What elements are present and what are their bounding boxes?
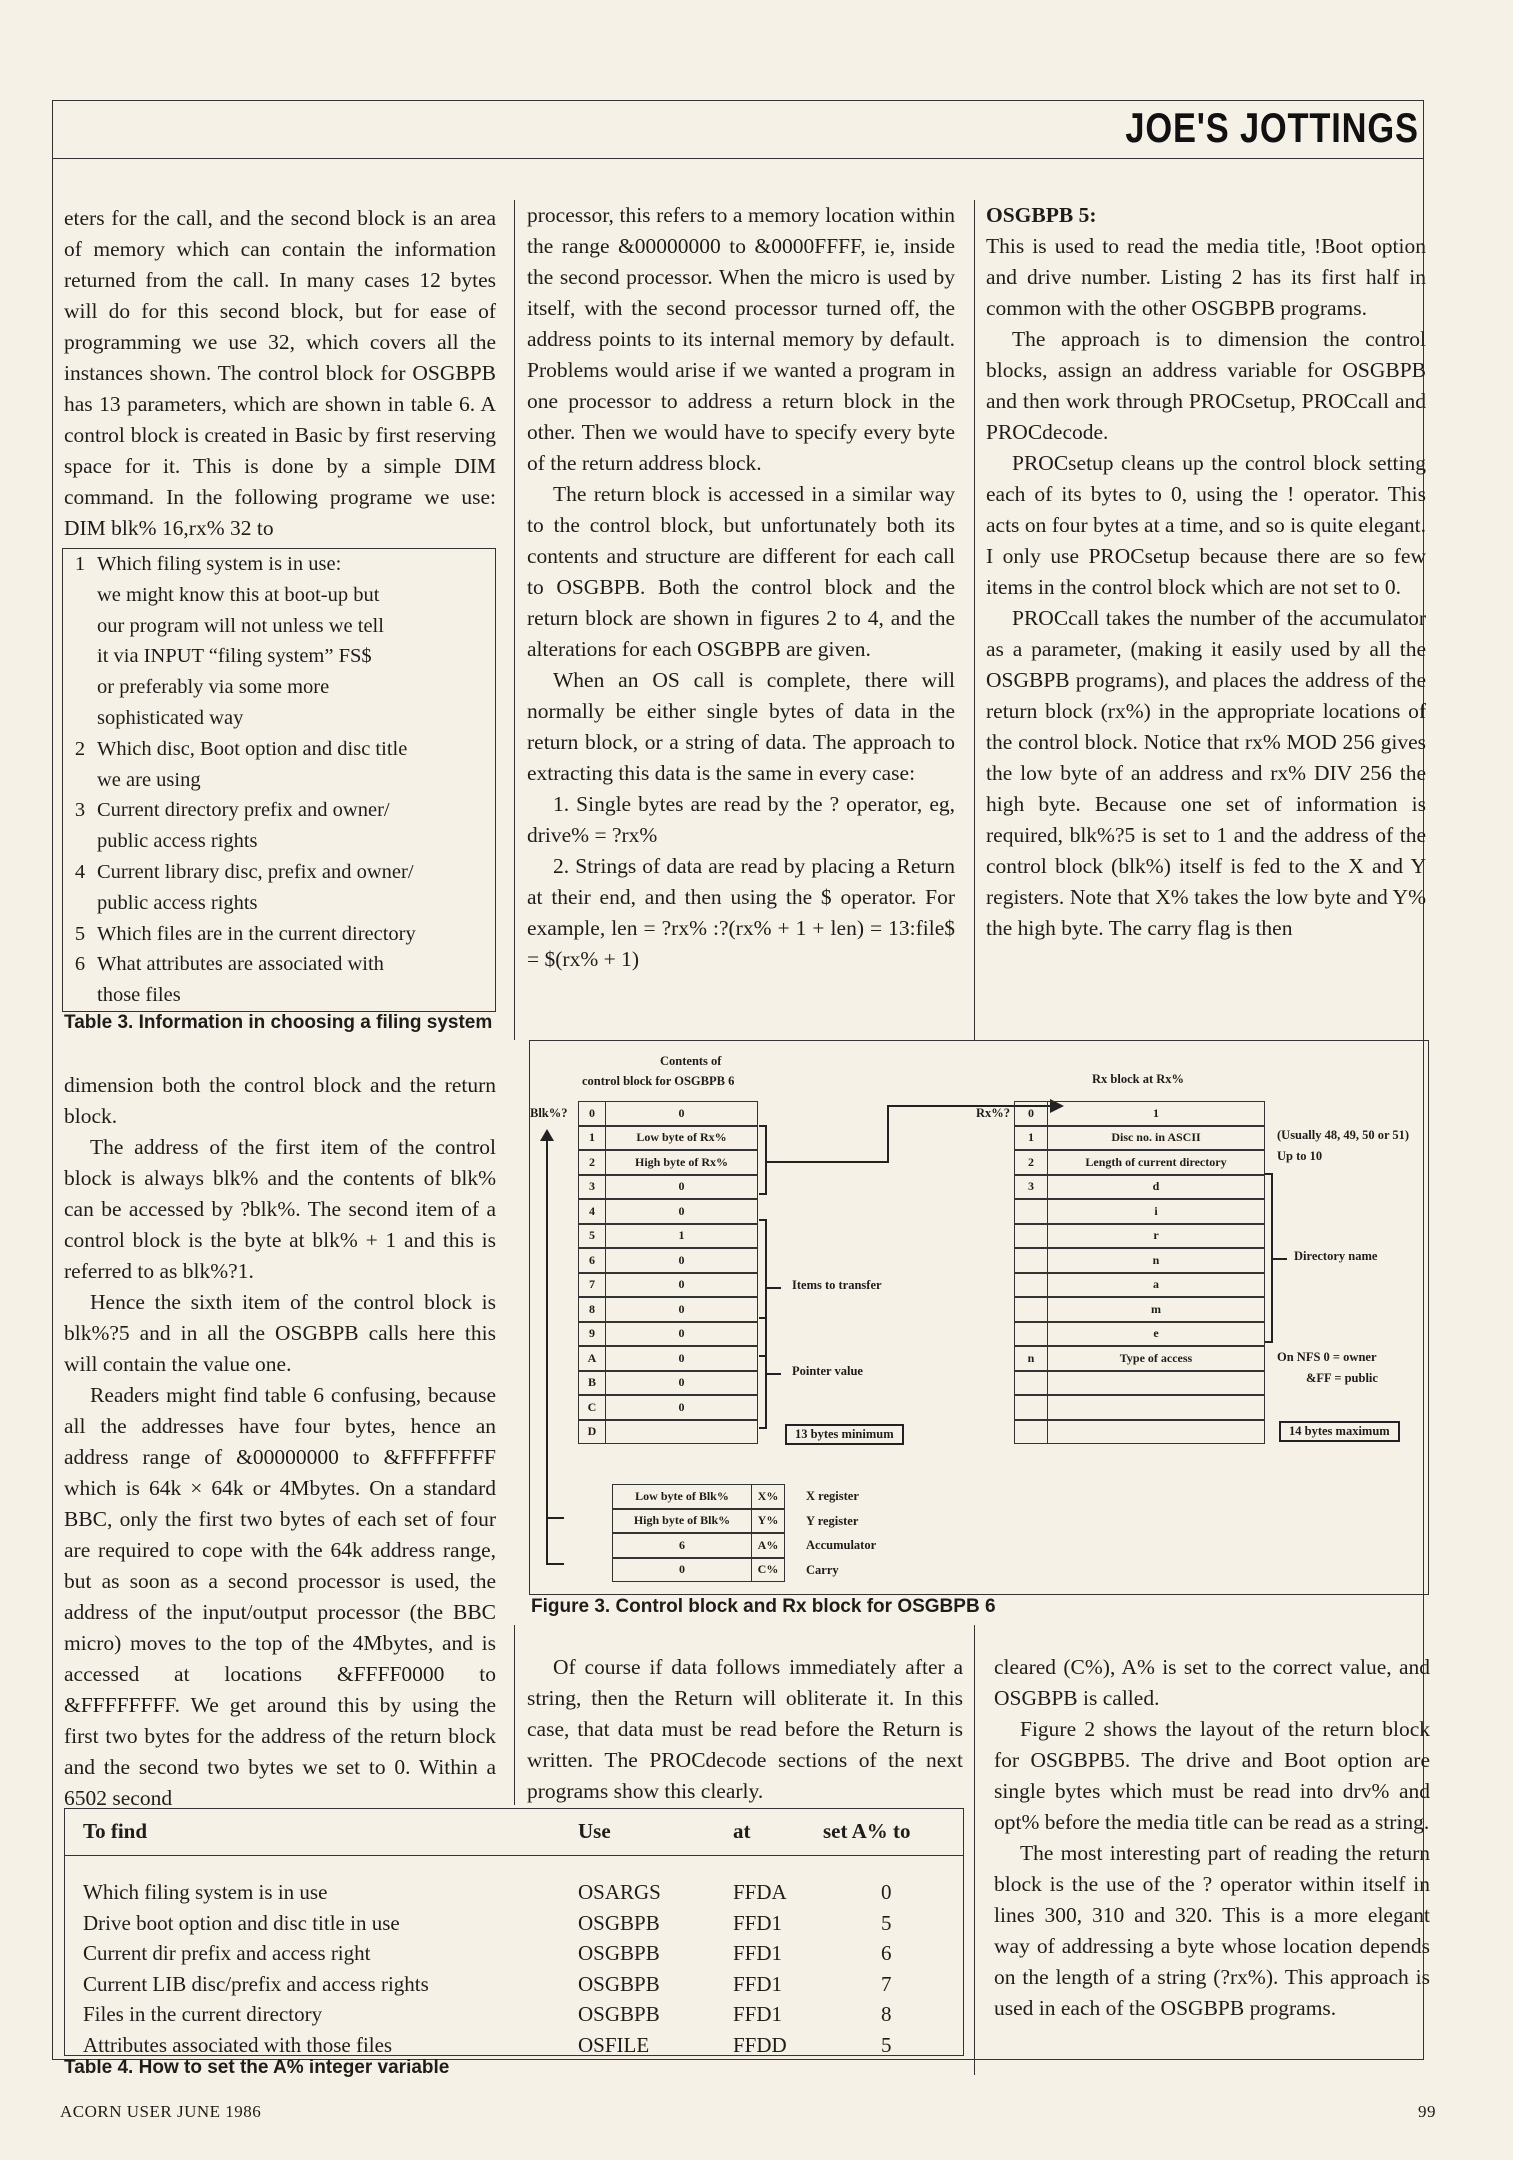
table3-item-text: we might know this at boot-up but xyxy=(97,583,380,606)
rx-idx-cell: 2 xyxy=(1014,1150,1048,1175)
t4-cell: FFDA xyxy=(733,1880,787,1904)
ctrl-val-cell: 0 xyxy=(605,1346,758,1371)
col3-p1: This is used to read the media title, !Boot option and drive number. Listing 2 has its first half in common with the other OSGBPB programs. xyxy=(986,234,1426,320)
footer-page-number: 99 xyxy=(1418,2102,1436,2121)
col3-p7: The most interesting part of reading the return block is the use of the ? operator within itself in lines 300, 310 and 320. This is a more elegant way of addressing a byte whose location depends on the length of a string (?rx%). This approach is used in each of the OSGBPB programs. xyxy=(994,1841,1430,2020)
fig-note-upto: Up to 10 xyxy=(1277,1149,1323,1163)
rx-idx-cell xyxy=(1014,1322,1048,1347)
table3-item-number xyxy=(63,611,97,642)
reg-val-cell: 6 xyxy=(612,1533,752,1558)
rx-idx-cell xyxy=(1014,1248,1048,1273)
ctrl-idx-cell: 7 xyxy=(578,1273,606,1298)
table3-caption: Table 3. Information in choosing a filing system xyxy=(64,1012,493,1033)
col3-p5: cleared (C%), A% is set to the correct value, and OSGBPB is called. xyxy=(994,1655,1430,1710)
ctrl-val-cell: 0 xyxy=(605,1273,758,1298)
ctrl-val-cell: 0 xyxy=(605,1297,758,1322)
table3-item-text: Which filing system is in use: xyxy=(97,553,342,575)
ctrl-idx-cell: 2 xyxy=(578,1150,606,1175)
rx-val-cell: a xyxy=(1047,1273,1265,1298)
t4-cell: FFD1 xyxy=(733,2002,783,2026)
ctrl-val-cell: Low byte of Rx% xyxy=(605,1126,758,1151)
ctrl-val-cell: 0 xyxy=(605,1371,758,1396)
rx-idx-cell xyxy=(1014,1395,1048,1420)
col3-p4: PROCcall takes the number of the accumulator as a parameter, (making it easily used by all the OSGBPB programs), and places the address of the return block (rx%) in the appropriate locations of the control block. Notice that rx% MOD 256 gives the low byte of an address and rx% DIV 256 the high byte. Because one set of information is required, blk%?5 is set to 1 and the address of the control block (blk%) itself is fed to the X and Y registers. Note that X% takes the low byte and Y% the high byte. The carry flag is then xyxy=(986,606,1426,940)
ctrl-val-cell: 0 xyxy=(605,1322,758,1347)
fig-blk-arrow-line xyxy=(546,1133,548,1563)
t4-cell: 7 xyxy=(881,1971,892,1996)
col3-top xyxy=(986,200,1426,1040)
ctrl-idx-cell: D xyxy=(578,1420,606,1445)
rx-val-cell: Type of access xyxy=(1047,1346,1265,1371)
table3-row xyxy=(63,580,491,611)
col3-p2: The approach is to dimension the control blocks, assign an address variable for OSGBPB and then work through PROCsetup, PROCcall and PROCdecode. xyxy=(986,327,1426,444)
table3-item-text: Which files are in the current directory xyxy=(97,922,416,945)
ctrl-val-cell: High byte of Rx% xyxy=(605,1150,758,1175)
table3-item-number xyxy=(63,980,97,1011)
t4-cell: 5 xyxy=(881,2032,892,2057)
table3-item-number xyxy=(63,641,97,672)
fig-nfs-2: &FF = public xyxy=(1306,1371,1378,1385)
t4-cell: OSGBPB xyxy=(578,1971,660,1996)
reg-desc-label: Y register xyxy=(806,1513,859,1528)
ctrl-idx-cell: 9 xyxy=(578,1322,606,1347)
t4-head-use: Use xyxy=(578,1819,611,1843)
t4-cell: FFD1 xyxy=(733,1910,783,1935)
t4-cell: Drive boot option and disc title in use xyxy=(83,1910,400,1935)
table3-item-text: those files xyxy=(97,984,181,1007)
reg-val-cell: 0 xyxy=(612,1558,752,1583)
col1-text-top: eters for the call, and the second block is an area of memory which can contain the information returned from the call. In many cases 12 bytes will do for this second block, but for ease of programming we use 32, which covers all the instances shown. The control block for OSGBPB has 13 parameters, which are shown in table 6. A control block is created in Basic by first reserving space for it. This is done by a simple DIM command. In the following programe we use: DIM blk% 16,rx% 32 to xyxy=(64,206,496,540)
col1-p2: The address of the first item of the control block is always blk% and the contents of blk% can be accessed by ?blk%. The second item of a control block is the byte at blk% + 1 and this is referred to as blk%?1. xyxy=(64,1135,496,1283)
table3-list xyxy=(63,549,491,1011)
table3-item-text: public access rights xyxy=(97,830,258,853)
fig-min-label: 13 bytes minimum xyxy=(785,1424,904,1445)
col1-p4: Readers might find table 6 confusing, because all the addresses have four bytes, hence an address range of &00000000 to &FFFFFFFF which is 64k × 64k or 4Mbytes. On a standard BBC, only the first two bytes of each set of four are required to cope with the 64k address range, but as soon as a second processor is used, the address of the input/output processor (the BBC micro) moves to the top of the 4Mbytes, and is accessed at locations &FFFF0000 to &FFFFFFFF. We get around this by using the first two bytes for the address of the return block and the second two bytes we set to 0. Within a 6502 second xyxy=(64,1383,496,1810)
fig-right-title: Rx block at Rx% xyxy=(1092,1072,1185,1086)
reg-desc-label: Accumulator xyxy=(806,1538,877,1552)
table3-row xyxy=(63,672,491,703)
fig-rx-line-v xyxy=(887,1105,889,1163)
table3-item-text: sophisticated way xyxy=(97,706,244,729)
col1-p3: Hence the sixth item of the control block is blk%?5 and in all the OSGBPB calls here this will contain the value one. xyxy=(64,1290,496,1376)
table3-row xyxy=(63,888,491,919)
rx-val-cell xyxy=(1047,1395,1265,1420)
table3-row xyxy=(63,949,491,980)
col2-p3: When an OS call is complete, there will normally be either single bytes of data in the return block, or a string of data. The approach to extracting this data is the same in every case: xyxy=(527,668,955,785)
t4-cell: 5 xyxy=(881,1910,892,1935)
rx-val-cell: d xyxy=(1047,1175,1265,1200)
t4-cell: 0 xyxy=(881,1880,892,1904)
table3-item-number xyxy=(63,672,97,703)
ctrl-idx-cell: B xyxy=(578,1371,606,1396)
col2-p6: Of course if data follows immediately after a string, then the Return will obliterate it. In this case, that data must be read before the Return is written. The PROCdecode sections of the next programs show this clearly. xyxy=(527,1655,963,1803)
fig-brace-dir-tick xyxy=(1273,1258,1287,1260)
table4-caption: Table 4. How to set the A% integer variable xyxy=(64,2057,450,2078)
ctrl-idx-cell: 0 xyxy=(578,1101,606,1126)
rx-val-cell xyxy=(1047,1371,1265,1396)
ctrl-idx-cell: 4 xyxy=(578,1199,606,1224)
col1-top xyxy=(64,203,496,548)
table3-item-text: our program will not unless we tell xyxy=(97,614,384,637)
col3-p6: Figure 2 shows the layout of the return block for OSGBPB5. The drive and Boot option are single bytes which must be read into drv% and opt% before the media title can be read as a string. xyxy=(994,1717,1430,1834)
fig-note-usual: (Usually 48, 49, 50 or 51) xyxy=(1277,1128,1410,1142)
table3-item-number: 5 xyxy=(74,922,86,945)
fig-rx-line-h xyxy=(767,1161,887,1163)
t4-cell: Attributes associated with those files xyxy=(83,2032,393,2057)
t4-cell: Files in the current directory xyxy=(83,2002,323,2026)
t4-cell: OSGBPB xyxy=(578,1910,660,1935)
rx-val-cell: 1 xyxy=(1047,1101,1265,1126)
ctrl-val-cell: 0 xyxy=(605,1101,758,1126)
table3-item-number: 6 xyxy=(74,953,86,976)
reg-name-cell: Y% xyxy=(751,1509,785,1534)
table3-item-number: 3 xyxy=(74,799,86,822)
col2-p2: The return block is accessed in a similar way to the control block, but unfortunately both its contents and structure are different for each call to OSGBPB. Both the control block and the return block are shown in figures 2 to 4, and the alterations for each OSGBPB are given. xyxy=(527,482,955,661)
rx-val-cell xyxy=(1047,1420,1265,1445)
fig-blk-arrowhead xyxy=(540,1129,554,1141)
rx-val-cell: Length of current directory xyxy=(1047,1150,1265,1175)
col2-p5: 2. Strings of data are read by placing a Return at their end, and then using the $ operator. For example, len = ?rx% :?(rx% + 1 + len) = 13:file$ = $(rx% + 1) xyxy=(527,854,955,971)
rx-idx-cell xyxy=(1014,1224,1048,1249)
col2-p4: 1. Single bytes are read by the ? operator, eg, drive% = ?rx% xyxy=(527,792,955,847)
fig-rx-label: Rx%? xyxy=(976,1106,1011,1120)
table3-box xyxy=(62,548,496,1012)
table3-row xyxy=(63,919,491,950)
reg-val-cell: High byte of Blk% xyxy=(612,1509,752,1534)
t4-head-set: set A% to xyxy=(823,1819,911,1843)
t4-cell: OSARGS xyxy=(578,1880,661,1904)
ctrl-idx-cell: 6 xyxy=(578,1248,606,1273)
rx-idx-cell xyxy=(1014,1420,1048,1445)
fig-left-title-1: Contents of xyxy=(660,1054,722,1068)
reg-name-cell: X% xyxy=(751,1484,785,1509)
rx-val-cell: m xyxy=(1047,1297,1265,1322)
table3-row xyxy=(63,703,491,734)
ctrl-idx-cell: 1 xyxy=(578,1126,606,1151)
fig-left-title-2: control block for OSGBPB 6 xyxy=(582,1074,735,1088)
table3-item-number xyxy=(63,765,97,796)
ctrl-val-cell: 0 xyxy=(605,1248,758,1273)
t4-cell: Which filing system is in use xyxy=(83,1880,328,1904)
reg-desc-label: Carry xyxy=(806,1562,839,1577)
fig-pointer-label: Pointer value xyxy=(792,1364,863,1378)
fig-blk-link-2 xyxy=(546,1563,564,1565)
section-header: JOE'S JOTTINGS xyxy=(1125,104,1419,151)
table3-item-text: What attributes are associated with xyxy=(97,953,384,976)
table3-item-number xyxy=(63,580,97,611)
rx-idx-cell xyxy=(1014,1273,1048,1298)
ctrl-val-cell: 0 xyxy=(605,1175,758,1200)
table3-item-number: 2 xyxy=(74,737,86,760)
table3-row xyxy=(63,980,491,1011)
t4-cell: Current LIB disc/prefix and access rights xyxy=(83,1971,429,1996)
fig-nfs-1: On NFS 0 = owner xyxy=(1277,1350,1377,1364)
rx-val-cell: i xyxy=(1047,1199,1265,1224)
table3-row xyxy=(63,549,491,580)
ctrl-val-cell: 0 xyxy=(605,1395,758,1420)
col3-heading: OSGBPB 5: xyxy=(986,203,1097,227)
reg-desc-label: X register xyxy=(806,1489,859,1503)
t4-cell: FFD1 xyxy=(733,1971,783,1996)
col3-bottom xyxy=(994,1652,1430,2082)
table3-item-text: Current directory prefix and owner/ xyxy=(97,799,390,822)
ctrl-val-cell: 0 xyxy=(605,1199,758,1224)
rx-idx-cell: 0 xyxy=(1014,1101,1048,1126)
table3-item-number: 4 xyxy=(74,860,86,883)
rx-idx-cell xyxy=(1014,1297,1048,1322)
header-rule xyxy=(52,158,1424,159)
rx-idx-cell: n xyxy=(1014,1346,1048,1371)
ctrl-idx-cell: C xyxy=(578,1395,606,1420)
col-divider-1 xyxy=(514,200,515,1040)
col2-top xyxy=(527,200,955,1040)
rx-idx-cell: 1 xyxy=(1014,1126,1048,1151)
rx-idx-cell xyxy=(1014,1371,1048,1396)
col1-p1: dimension both the control block and the return block. xyxy=(64,1073,496,1128)
table3-row xyxy=(63,826,491,857)
t4-cell: FFDD xyxy=(733,2032,787,2057)
col-divider-2 xyxy=(974,200,975,1040)
table3-item-text: it via INPUT “filing system” FS$ xyxy=(97,645,372,668)
t4-cell: OSFILE xyxy=(578,2032,650,2057)
fig-brace-dir xyxy=(1265,1173,1273,1343)
table4-box xyxy=(64,1808,964,2056)
table3-item-number xyxy=(63,826,97,857)
fig-brace-pointer xyxy=(759,1317,767,1429)
figure3-caption: Figure 3. Control block and Rx block for OSGBPB 6 xyxy=(531,1596,996,1617)
ctrl-idx-cell: A xyxy=(578,1346,606,1371)
t4-cell: 6 xyxy=(881,1941,892,1965)
rx-idx-cell: 3 xyxy=(1014,1175,1048,1200)
table3-row xyxy=(63,611,491,642)
rx-val-cell: n xyxy=(1047,1248,1265,1273)
footer-magazine: ACORN USER JUNE 1986 xyxy=(60,2102,262,2121)
fig-dir-label: Directory name xyxy=(1294,1249,1378,1263)
col-divider-1b xyxy=(514,1625,515,1805)
rx-val-cell: e xyxy=(1047,1322,1265,1347)
t4-cell: OSGBPB xyxy=(578,1941,660,1965)
fig-brace-pointer-tick xyxy=(767,1373,781,1375)
table3-item-text: or preferably via some more xyxy=(97,676,330,699)
rx-val-cell: Disc no. in ASCII xyxy=(1047,1126,1265,1151)
table3-row xyxy=(63,641,491,672)
t4-cell: Current dir prefix and access right xyxy=(83,1941,371,1965)
col-divider-2b xyxy=(974,1625,975,2075)
figure3-box xyxy=(529,1040,1429,1595)
table3-item-number xyxy=(63,888,97,919)
reg-name-cell: A% xyxy=(751,1533,785,1558)
reg-name-cell: C% xyxy=(751,1558,785,1583)
col3-p3: PROCsetup cleans up the control block setting each of its bytes to 0, using the ! operator. This acts on four bytes at a time, and so is quite elegant. I only use PROCsetup because there are so few items in the control block which are not set to 0. xyxy=(986,451,1426,599)
table3-item-text: Which disc, Boot option and disc title xyxy=(97,737,408,760)
ctrl-idx-cell: 3 xyxy=(578,1175,606,1200)
table3-item-text: we are using xyxy=(97,768,201,791)
t4-cell: 8 xyxy=(881,2002,892,2026)
t4-head-rule xyxy=(65,1855,963,1856)
fig-brace-items-tick xyxy=(767,1287,781,1289)
table3-row xyxy=(63,734,491,765)
col2-p1: processor, this refers to a memory location within the range &00000000 to &0000FFFF, ie, inside the second processor. When the micro is used by itself, with the second processor turned off, the address points to its internal memory by default. Problems would arise if we wanted a program in one processor to address a return block in the other. Then we would have to specify every byte of the return address block. xyxy=(527,203,955,475)
table3-row xyxy=(63,795,491,826)
t4-head-find: To find xyxy=(83,1819,148,1843)
fig-items-label: Items to transfer xyxy=(792,1278,882,1292)
reg-val-cell: Low byte of Blk% xyxy=(612,1484,752,1509)
fig-brace-rx xyxy=(759,1125,767,1195)
col2-bottom xyxy=(527,1652,963,1807)
fig-blk-link-1 xyxy=(546,1517,564,1519)
ctrl-idx-cell: 8 xyxy=(578,1297,606,1322)
fig-max-label: 14 bytes maximum xyxy=(1279,1421,1400,1442)
table3-item-number xyxy=(63,703,97,734)
ctrl-val-cell: 1 xyxy=(605,1224,758,1249)
fig-blk-label: Blk%? xyxy=(530,1106,568,1120)
col1-bottom xyxy=(64,1070,496,1810)
ctrl-idx-cell: 5 xyxy=(578,1224,606,1249)
t4-cell: FFD1 xyxy=(733,1941,783,1965)
table3-item-text: Current library disc, prefix and owner/ xyxy=(97,860,414,883)
table3-item-number: 1 xyxy=(74,553,86,575)
ctrl-val-cell xyxy=(605,1420,758,1445)
rx-val-cell: r xyxy=(1047,1224,1265,1249)
table3-row xyxy=(63,765,491,796)
table3-item-text: public access rights xyxy=(97,891,258,914)
rx-idx-cell xyxy=(1014,1199,1048,1224)
table3-row xyxy=(63,857,491,888)
t4-cell: OSGBPB xyxy=(578,2002,660,2026)
t4-head-at: at xyxy=(733,1819,751,1843)
